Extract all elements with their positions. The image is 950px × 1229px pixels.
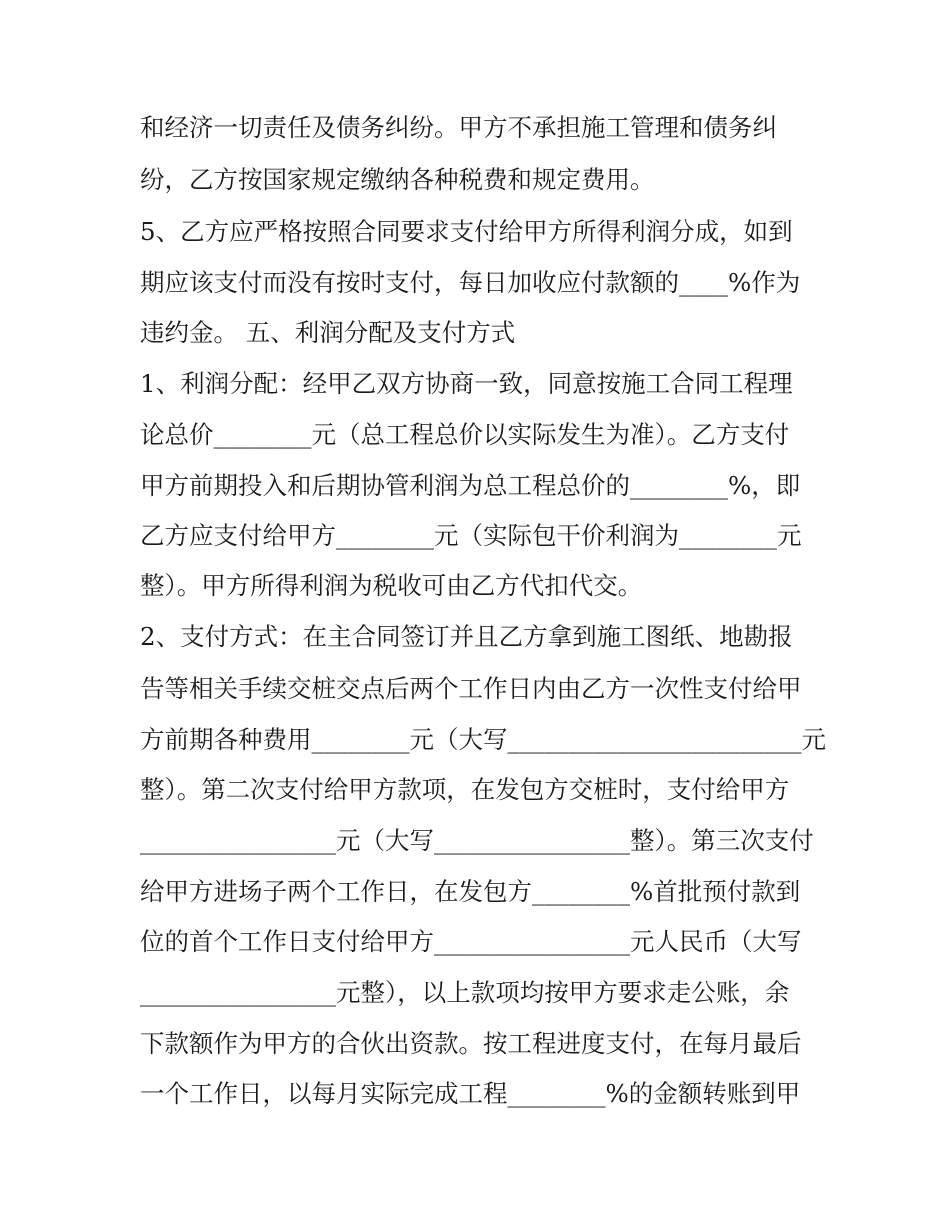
text-line: 1、利润分配：经甲乙双方协商一致，同意按施工合同工程理 [140, 369, 793, 398]
text-line: 2、支付方式：在主合同签订并且乙方拿到施工图纸、地勘报 [140, 622, 793, 651]
text-line: 期应该支付而没有按时支付，每日加收应付款额的____%作为 [140, 268, 801, 297]
text-line: 论总价________元（总工程总价以实际发生为准）。乙方支付 [140, 420, 790, 449]
text-line: ________________元整），以上款项均按甲方要求走公账，余 [140, 978, 790, 1007]
text-line: ________________元（大写________________整）。第三次支付 [140, 826, 814, 855]
text-line: 位的首个工作日支付给甲方________________元人民币（大写 [140, 927, 802, 956]
text-line: 给甲方进场子两个工作日，在发包方________%首批预付款到 [140, 877, 801, 906]
text-line: 方前期各种费用________元（大写________________________元 [140, 725, 826, 754]
text-line: 告等相关手续交桩交点后两个工作日内由乙方一次性支付给甲 [140, 674, 802, 703]
text-line: 5、乙方应严格按照合同要求支付给甲方所得利润分成，如到 [140, 217, 793, 246]
text-line: 纷，乙方按国家规定缴纳各种税费和规定费用。 [140, 165, 655, 194]
text-line: 下款额作为甲方的合伙出资款。按工程进度支付，在每月最后 [140, 1029, 802, 1058]
text-line: 整）。第二次支付给甲方款项，在发包方交桩时，支付给甲方 [140, 775, 790, 804]
text-line: 整）。甲方所得利润为税收可由乙方代扣代交。 [140, 571, 643, 600]
text-line: 违约金。 五、利润分配及支付方式 [140, 318, 516, 347]
text-line: 和经济一切责任及债务纠纷。甲方不承担施工管理和债务纠 [140, 113, 777, 142]
text-line: 一个工作日，以每月实际完成工程________%的金额转账到甲 [140, 1079, 801, 1108]
text-line: 甲方前期投入和后期协管利润为总工程总价的________%，即 [140, 471, 801, 500]
text-line: 乙方应支付给甲方________元（实际包干价利润为________元 [140, 521, 802, 550]
